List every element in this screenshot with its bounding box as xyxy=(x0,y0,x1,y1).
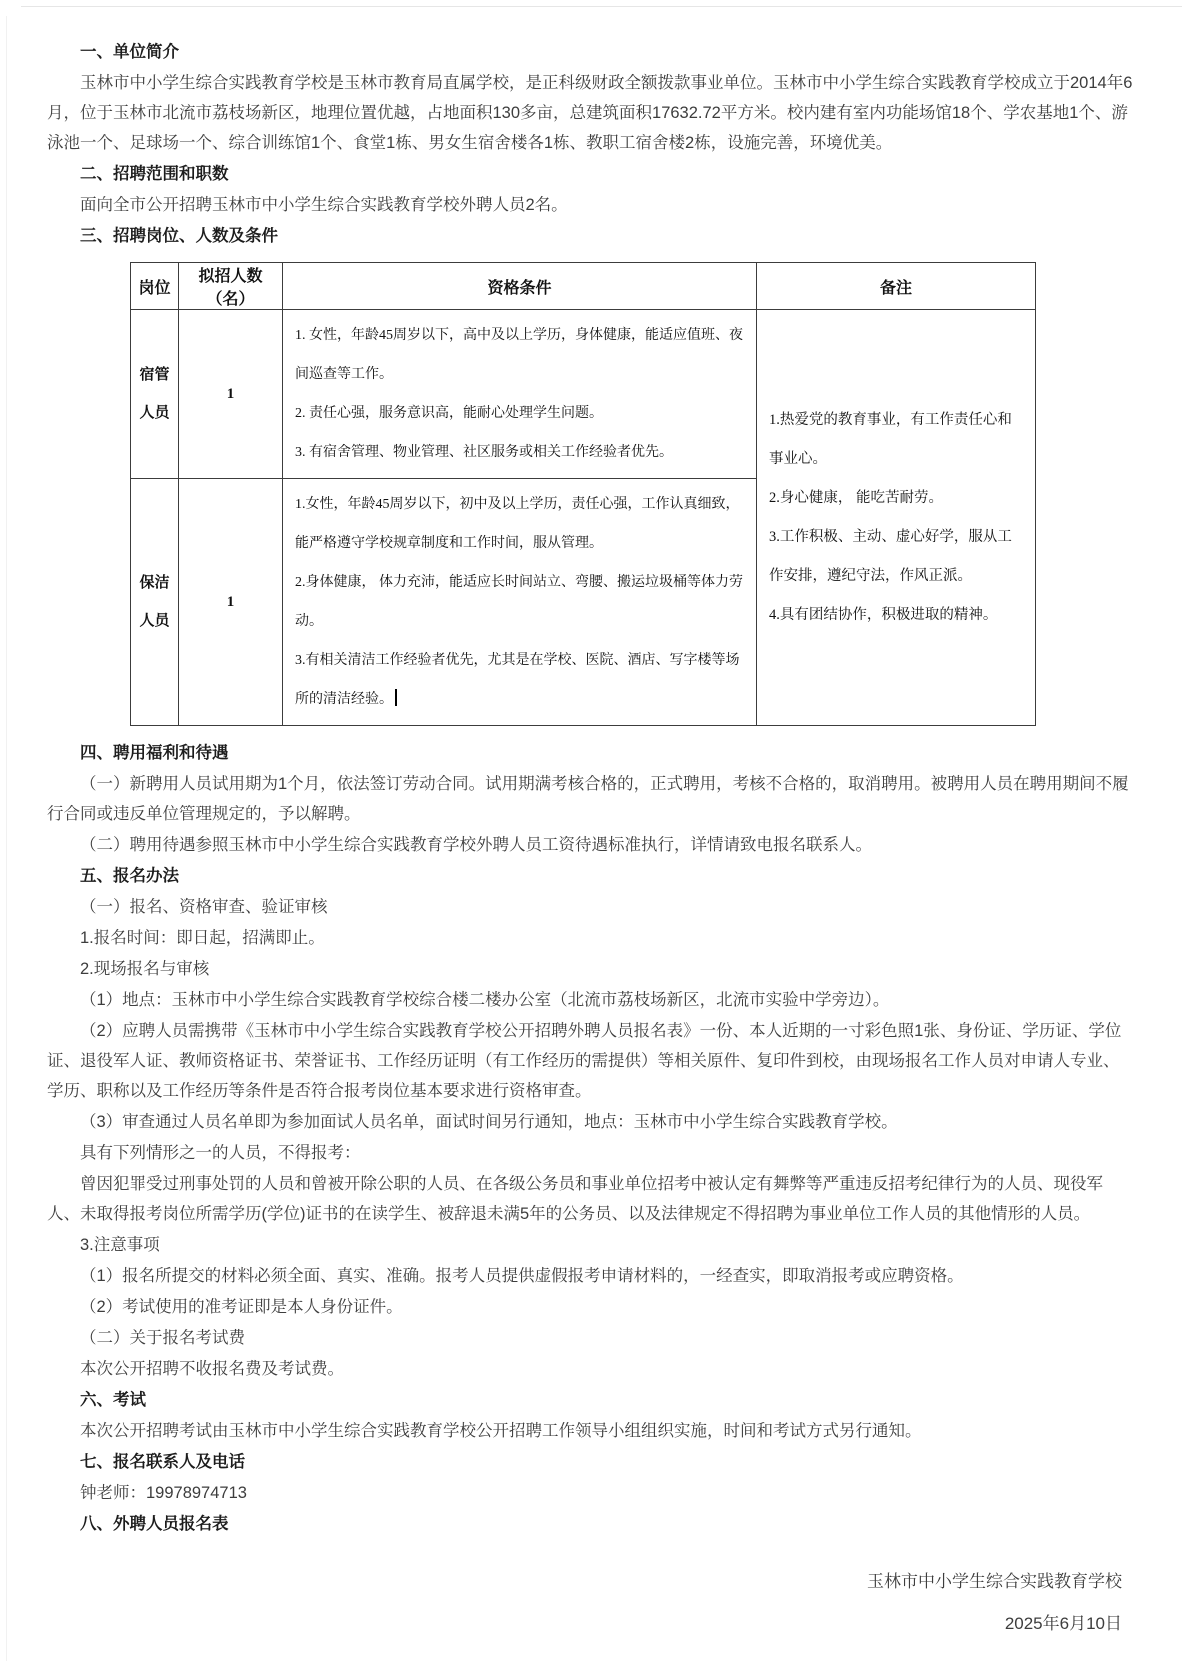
paragraph-unit-intro: 玉林市中小学生综合实践教育学校是玉林市教育局直属学校，是正科级财政全额拨款事业单位。玉林市中小学生综合实践教育学校成立于2014年6月，位于玉林市北流市荔枝场新区，地理位置优越，占地面积130多亩，总建筑面积17632.72平方米。校内建有室内功能场馆18个、学农基地1个、游泳池一个、足球场一个、综合训练馆1个、食堂1栋、男女生宿舍楼各1栋、教职工宿舍楼2栋，设施完善，环境优美。 xyxy=(47,74,1133,152)
paragraph-application-onsite: 2.现场报名与审核 xyxy=(80,960,210,978)
section-heading-benefits: 四、聘用福利和待遇 xyxy=(80,744,229,762)
remark-item: 2.身心健康， 能吃苦耐劳。 xyxy=(769,489,943,506)
qualification-item: 1. 女性，年龄45周岁以下，高中及以上学历，身体健康，能适应值班、夜间巡查等工作。 xyxy=(295,328,743,382)
document-footer xyxy=(867,1561,1122,1645)
section-heading-unit-intro: 一、单位简介 xyxy=(80,43,179,61)
paragraph-notes-heading: 3.注意事项 xyxy=(80,1236,160,1254)
paragraph-application-location: （1）地点：玉林市中小学生综合实践教育学校综合楼二楼办公室（北流市荔枝场新区，北流市实验中学旁边）。 xyxy=(80,991,890,1009)
paragraph-application-time: 1.报名时间：即日起，招满即止。 xyxy=(80,929,325,947)
paragraph-fee-heading: （二）关于报名考试费 xyxy=(80,1329,245,1347)
count-cell: 1 xyxy=(179,310,283,479)
post-cell: 保洁人员 xyxy=(131,479,179,726)
qualifications-cell xyxy=(283,479,757,726)
table-header-count: 拟招人数（名） xyxy=(179,263,283,310)
section-heading-contact: 七、报名联系人及电话 xyxy=(80,1453,245,1471)
paragraph-benefits-2: （二）聘用待遇参照玉林市中小学生综合实践教育学校外聘人员工资待遇标准执行，详情请致电报名联系人。 xyxy=(80,836,872,854)
section-heading-form: 八、外聘人员报名表 xyxy=(80,1515,229,1533)
table-header-remarks: 备注 xyxy=(757,263,1036,310)
section-heading-application: 五、报名办法 xyxy=(80,867,179,885)
recruitment-table xyxy=(130,262,1036,726)
qualification-item: 1.女性，年龄45周岁以下，初中及以上学历，责任心强，工作认真细致，能严格遵守学校规章制度和工作时间，服从管理。 xyxy=(295,497,740,551)
count-cell: 1 xyxy=(179,479,283,726)
section-heading-exam: 六、考试 xyxy=(80,1391,146,1409)
section-heading-scope: 二、招聘范围和职数 xyxy=(80,165,229,183)
qualification-item: 2. 责任心强，服务意识高，能耐心处理学生问题。 xyxy=(295,406,603,421)
paragraph-application-materials: （2）应聘人员需携带《玉林市中小学生综合实践教育学校公开招聘外聘人员报名表》一份、本人近期的一寸彩色照1张、身份证、学历证、学位证、退役军人证、教师资格证书、荣誉证书、工作经历证明（有工作经历的需提供）等相关原件、复印件到校，由现场报名工作人员对申请人专业、学历、职称以及工作经历等条件是否符合报考岗位基本要求进行资格审查。 xyxy=(47,1022,1122,1100)
table-header-row xyxy=(131,263,1036,310)
qualification-item: 2.身体健康， 体力充沛，能适应长时间站立、弯腰、搬运垃圾桶等体力劳动。 xyxy=(295,575,743,629)
section-heading-positions: 三、招聘岗位、人数及条件 xyxy=(80,227,278,245)
footer-date: 2025年6月10日 xyxy=(1004,1614,1122,1633)
paragraph-ban-body: 曾因犯罪受过刑事处罚的人员和曾被开除公职的人员、在各级公务员和事业单位招考中被认定有舞弊等严重违反招考纪律行为的人员、现役军人、未取得报考岗位所需学历(学位)证书的在读学生、被辞退未满5年的公务员、以及法律规定不得招聘为事业单位工作人员的其他情形的人员。 xyxy=(47,1175,1103,1223)
qualifications-cell xyxy=(283,310,757,479)
page-top-divider xyxy=(21,6,1182,7)
paragraph-scope: 面向全市公开招聘玉林市中小学生综合实践教育学校外聘人员2名。 xyxy=(80,196,568,214)
table-header-qualifications: 资格条件 xyxy=(283,263,757,310)
qualification-item: 3.有相关清洁工作经验者优先，尤其是在学校、医院、酒店、写字楼等场所的清洁经验。 xyxy=(295,653,740,707)
paragraph-application-sub1: （一）报名、资格审查、验证审核 xyxy=(80,898,328,916)
paragraph-ban-intro: 具有下列情形之一的人员，不得报考： xyxy=(80,1144,361,1162)
paragraph-application-interview: （3）审查通过人员名单即为参加面试人员名单，面试时间另行通知，地点：玉林市中小学生综合实践教育学校。 xyxy=(80,1113,898,1131)
paragraph-exam: 本次公开招聘考试由玉林市中小学生综合实践教育学校公开招聘工作领导小组组织实施，时间和考试方式另行通知。 xyxy=(80,1422,922,1440)
remark-item: 1.热爱党的教育事业，有工作责任心和事业心。 xyxy=(769,411,1012,467)
paragraph-fee-body: 本次公开招聘不收报名费及考试费。 xyxy=(80,1360,344,1378)
paragraph-note-2: （2）考试使用的准考证即是本人身份证件。 xyxy=(80,1298,403,1316)
paragraph-note-1: （1）报名所提交的材料必须全面、真实、准确。报考人员提供虚假报考申请材料的，一经查实，即取消报考或应聘资格。 xyxy=(80,1267,964,1285)
remark-item: 4.具有团结协作，积极进取的精神。 xyxy=(769,606,998,623)
paragraph-benefits-1: （一）新聘用人员试用期为1个月，依法签订劳动合同。试用期满考核合格的，正式聘用，考核不合格的，取消聘用。被聘用人员在聘用期间不履行合同或违反单位管理规定的，予以解聘。 xyxy=(47,775,1129,823)
qualification-item: 3. 有宿舍管理、物业管理、社区服务或相关工作经验者优先。 xyxy=(295,445,673,460)
text-cursor xyxy=(395,689,397,706)
table-header-post: 岗位 xyxy=(131,263,179,310)
footer-org: 玉林市中小学生综合实践教育学校 xyxy=(867,1572,1122,1591)
paragraph-contact-phone: 钟老师：19978974713 xyxy=(80,1484,247,1502)
table-row-dorm-manager xyxy=(131,310,1036,479)
remarks-cell xyxy=(757,310,1036,726)
post-cell: 宿管人员 xyxy=(131,310,179,479)
page-left-divider xyxy=(6,16,7,1661)
remark-item: 3.工作积极、主动、虚心好学，服从工作安排，遵纪守法，作风正派。 xyxy=(769,528,1012,584)
